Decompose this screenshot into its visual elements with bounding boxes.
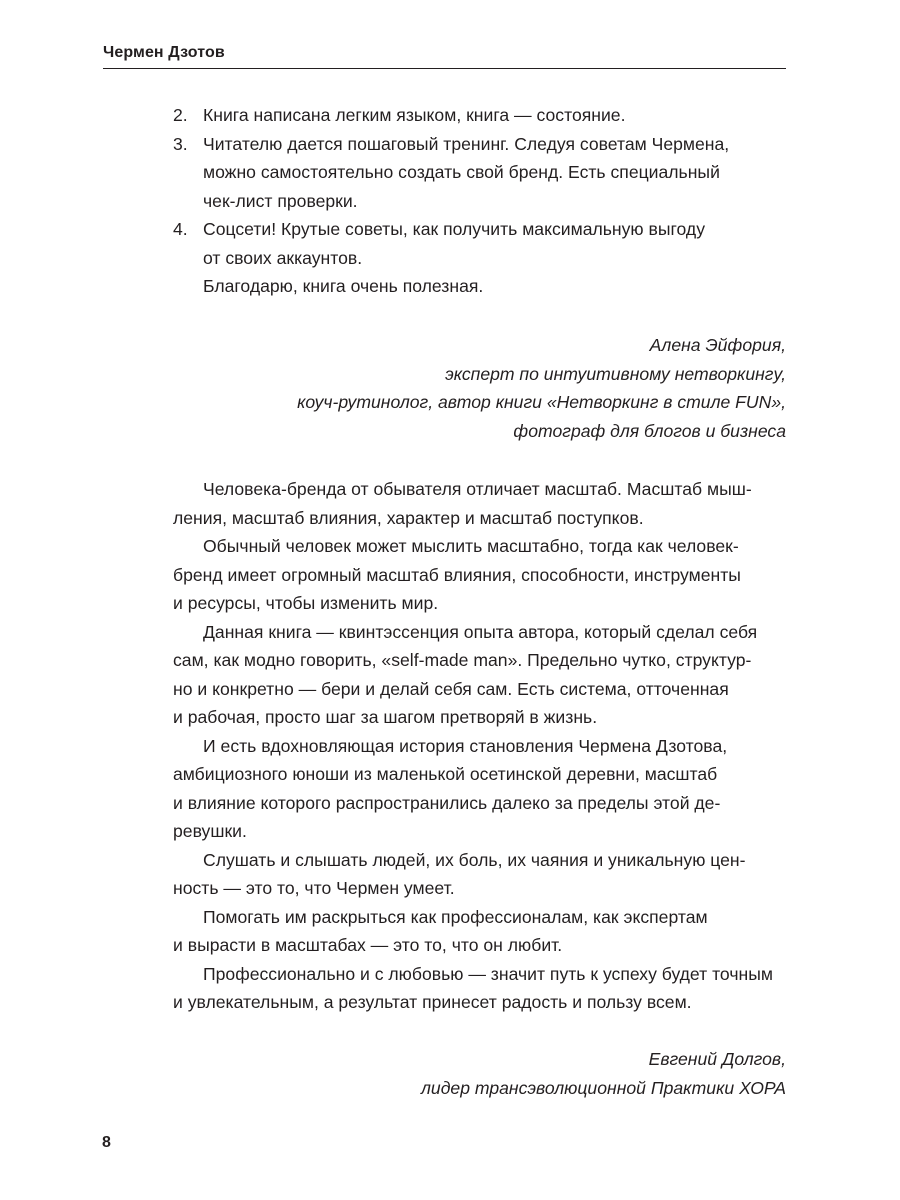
page-number: 8	[102, 1134, 111, 1151]
list-item	[173, 215, 786, 272]
list-item-number: 3.	[173, 133, 188, 154]
text-line: и увлекательным, а результат принесет радость и пользу всем.	[173, 992, 692, 1012]
list-item-text	[203, 215, 784, 272]
text-line: Слушать и слышать людей, их боль, их чаяния и уникальную цен-	[203, 849, 746, 870]
signature-line: коуч-рутинолог, автор книги «Нетворкинг в стиле FUN»,	[297, 392, 786, 412]
paragraph	[173, 903, 786, 960]
text-line: Соцсети! Крутые советы, как получить максимальную выгоду	[203, 219, 705, 239]
text-line: ревушки.	[173, 821, 247, 841]
body-text	[173, 475, 786, 1017]
text-line: чек-лист проверки.	[203, 190, 358, 211]
list-item-number: 2.	[173, 105, 188, 125]
paragraph	[173, 475, 786, 532]
text-line: Книга написана легким языком, книга — состояние.	[203, 105, 626, 125]
paragraph	[173, 618, 786, 732]
closing-line: Благодарю, книга очень полезная.	[203, 276, 484, 296]
running-head: Чермен Дзотов	[103, 44, 225, 61]
text-line: но и конкретно — бери и делай себя сам. Есть система, отточенная	[173, 678, 729, 699]
list-item	[173, 101, 786, 130]
list-item-text	[203, 101, 784, 130]
paragraph	[173, 532, 786, 618]
text-line: можно самостоятельно создать свой бренд. Есть специальный	[203, 162, 720, 182]
text-line: Читателю дается пошаговый тренинг. Следуя советам Чермена,	[203, 133, 730, 154]
text-line: Профессионально и с любовью — значит путь к успеху будет точным	[203, 963, 773, 984]
list-item-text	[203, 130, 784, 216]
signature-line: лидер трансэволюционной Практики ХОРА	[420, 1077, 786, 1098]
text-line: и вырасти в масштабах — это то, что он любит.	[173, 935, 563, 955]
text-line: сам, как модно говорить, «self-made man». Предельно чутко, структур-	[173, 650, 752, 670]
list-item-number: 4.	[173, 219, 188, 239]
text-line: и ресурсы, чтобы изменить мир.	[173, 593, 439, 613]
signature-line: Евгений Долгов,	[648, 1049, 786, 1069]
paragraph	[173, 960, 786, 1017]
text-line: ления, масштаб влияния, характер и масштаб поступков.	[173, 507, 644, 528]
list-item	[173, 130, 786, 216]
text-line: ность — это то, что Чермен умеет.	[173, 878, 455, 898]
paragraph	[173, 846, 786, 903]
text-line: бренд имеет огромный масштаб влияния, способности, инструменты	[173, 564, 741, 585]
text-line: Обычный человек может мыслить масштабно, тогда как человек-	[203, 536, 739, 556]
signature-line: фотограф для блогов и бизнеса	[513, 420, 786, 441]
text-line: амбициозного юноши из маленькой осетинской деревни, масштаб	[173, 764, 718, 784]
text-line: Человека-бренда от обывателя отличает масштаб. Масштаб мыш-	[203, 479, 752, 499]
text-line: и влияние которого распространились далеко за пределы этой де-	[173, 792, 721, 813]
numbered-list	[173, 101, 786, 301]
signature-line: Алена Эйфория,	[649, 335, 786, 355]
signature-block-2	[173, 1045, 786, 1102]
text-line: Данная книга — квинтэссенция опыта автора, который сделал себя	[203, 621, 758, 642]
text-line: от своих аккаунтов.	[203, 247, 363, 268]
signature-block-1	[173, 331, 786, 445]
text-line: И есть вдохновляющая история становления Чермена Дзотова,	[203, 735, 728, 756]
text-line: Помогать им раскрыться как профессионалам, как экспертам	[203, 906, 708, 927]
signature-line: эксперт по интуитивному нетворкингу,	[445, 363, 786, 384]
paragraph	[173, 732, 786, 846]
header-rule	[103, 68, 786, 69]
text-line: и рабочая, просто шаг за шагом претворяй в жизнь.	[173, 707, 598, 727]
